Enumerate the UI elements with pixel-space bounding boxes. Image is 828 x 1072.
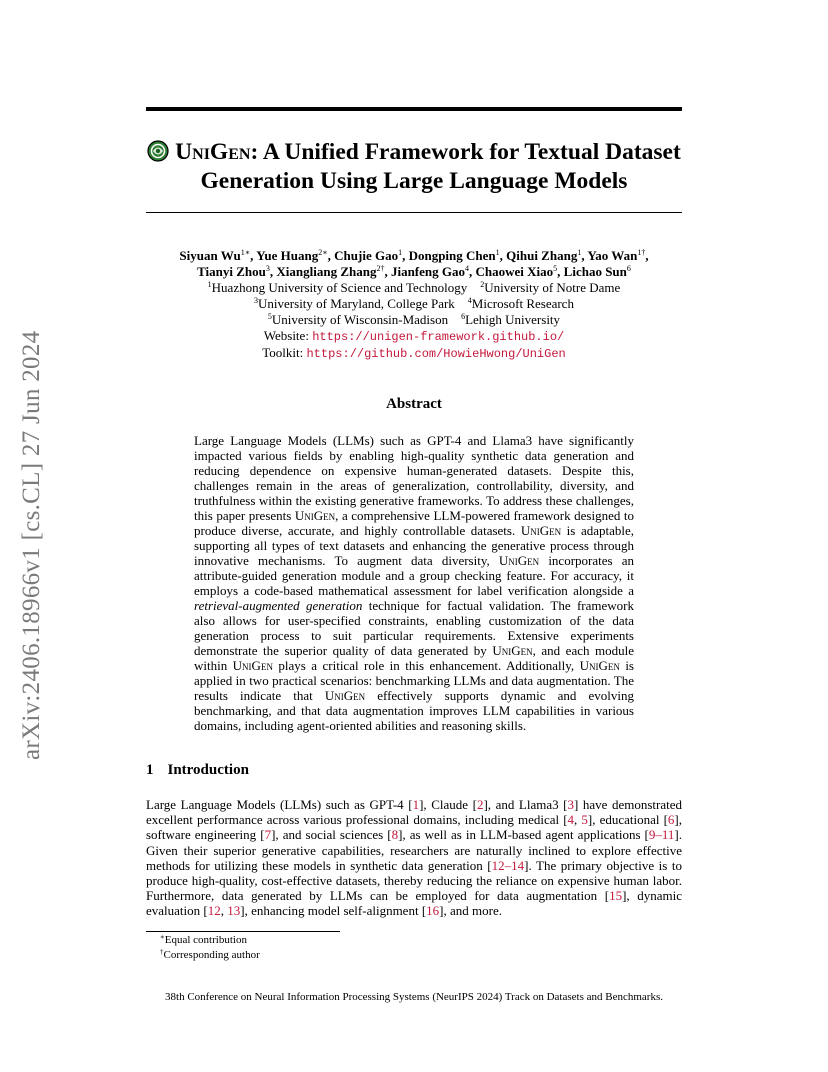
- footnote-equal-contribution: ∗Equal contribution: [160, 933, 247, 946]
- title-rule-bottom: [146, 212, 682, 213]
- title-line1: : A Unified Framework for Textual Dataset: [250, 139, 681, 165]
- website-label: Website:: [263, 328, 309, 343]
- arxiv-sidebar-id: arXiv:2406.18966v1 [cs.CL] 27 Jun 2024: [18, 330, 45, 760]
- introduction-paragraph: Large Language Models (LLMs) such as GPT-4 [1], Claude [2], and Llama3 [3] have demonstrated excellent performance across various professional domains, including medical [4, 5], educational [6], software engineering [7], and social sciences [8], as well as in LLM-based agent applications [9–11]. Given their superior generative capabilities, researchers are naturally inclined to explore effective methods for utilizing these models in synthetic data generation [12–14]. The primary objective is to produce high-quality, cost-effective datasets, thereby reducing the reliance on expensive human labor. Furthermore, data generated by LLMs can be employed for data augmentation [15], dynamic evaluation [12, 13], enhancing model self-alignment [16], and more.: [146, 797, 683, 919]
- author-block: [146, 248, 682, 362]
- website-line: [146, 328, 682, 345]
- affiliation-line-2: $^3$University of Maryland, College Park $^4$Microsoft Research: [254, 296, 574, 311]
- footnote-corresponding-author: †Corresponding author: [160, 948, 260, 961]
- affiliation-line-1: $^1$Huazhong University of Science and Technology $^2$University of Notre Dame: [207, 280, 621, 295]
- author-line-2: Tianyi Zhou$^3$, Xiangliang Zhang$^{2\dagger}$, Jianfeng Gao$^4$, Chaowei Xiao$^5$, Lichao Sun$^6$: [197, 264, 631, 279]
- paper-title: [146, 138, 682, 196]
- title-rule-top: [146, 107, 682, 111]
- unigen-logo-icon: [147, 140, 169, 162]
- abstract-heading: Abstract: [386, 396, 442, 412]
- toolkit-link[interactable]: https://github.com/HowieHwong/UniGen: [306, 347, 566, 361]
- conference-footer: 38th Conference on Neural Information Processing Systems (NeurIPS 2024) Track on Datasets and Benchmarks.: [165, 991, 663, 1003]
- title-unigen: UniGen: [175, 139, 251, 165]
- affiliation-line-3: $^5$University of Wisconsin-Madison $^6$Lehigh University: [267, 312, 561, 327]
- toolkit-line: [146, 345, 682, 362]
- title-line2: Generation Using Large Language Models: [200, 168, 628, 194]
- section-heading-introduction: [146, 762, 263, 779]
- footnote-rule: [146, 931, 340, 932]
- toolkit-label: Toolkit:: [262, 345, 304, 360]
- website-link[interactable]: https://unigen-framework.github.io/: [312, 330, 565, 344]
- section-number: 1: [146, 762, 154, 778]
- section-title: Introduction: [167, 762, 249, 778]
- abstract-body: Large Language Models (LLMs) such as GPT-4 and Llama3 have significantly impacted various fields by enabling high-quality synthetic data generation and reducing dependence on expensive human-generated datasets. Despite this, challenges remain in the areas of generalization, controllability, diversity, and truthfulness within the existing generative frameworks. To address these challenges, this paper presents UniGen, a comprehensive LLM-powered framework designed to produce diverse, accurate, and highly controllable datasets. UniGen is adaptable, supporting all types of text datasets and enhancing the generative process through innovative mechanisms. To augment data diversity, UniGen incorporates an attribute-guided generation module and a group checking feature. For accuracy, it employs a code-based mathematical assessment for label verification alongside a retrieval-augmented generation technique for factual validation. The framework also allows for user-specified constraints, enabling customization of the data generation process to suit particular requirements. Extensive experiments demonstrate the superior quality of data generated by UniGen, and each module within UniGen plays a critical role in this enhancement. Additionally, UniGen is applied in two practical scenarios: benchmarking LLMs and data augmentation. The results indicate that UniGen effectively supports dynamic and evolving benchmarking, and that data augmentation improves LLM capabilities in various domains, including agent-oriented abilities and reasoning skills.: [194, 433, 635, 733]
- author-line-1: Siyuan $Wu^{1∗}$, Yue Huang$^{2∗}$, Chujie Gao$^1$, Dongping Chen$^1$, Qihui Zhang$^1$, Yao Wan$^{1\dagger}$,: [179, 248, 649, 263]
